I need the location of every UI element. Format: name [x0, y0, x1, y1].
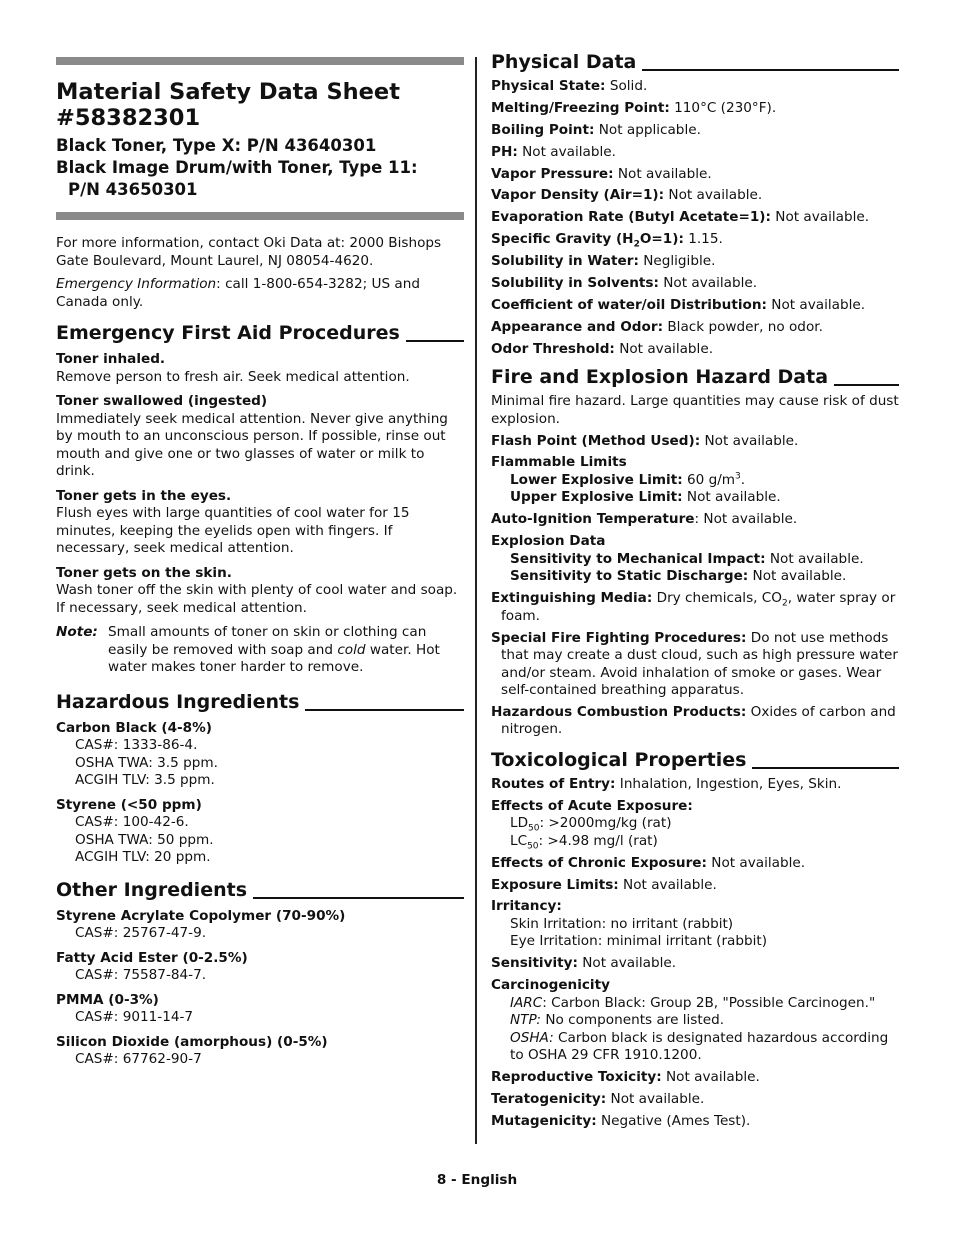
lc-b: : >4.98 mg/l (rat): [538, 832, 658, 849]
hazardous-line: OSHA TWA: 3.5 ppm.: [75, 754, 218, 771]
row-value: Not available.: [700, 432, 799, 449]
page-footer: 8 - English: [436, 1172, 518, 1188]
auto-ignition-row: [491, 511, 899, 529]
note: [56, 624, 464, 677]
row-label: Flash Point (Method Used):: [491, 432, 701, 449]
osha-row: [491, 1030, 899, 1065]
row-value: Not applicable.: [594, 121, 701, 138]
row-value: Not available.: [658, 275, 758, 292]
first-aid-title-swallowed: Toner swallowed (ingested): [56, 393, 268, 409]
row-value: Inhalation, Ingestion, Eyes, Skin.: [615, 775, 842, 792]
row-label: Evaporation Rate (Butyl Acetate=1):: [491, 209, 771, 226]
note-text-em: cold: [337, 641, 366, 658]
iarc-row: [491, 995, 899, 1013]
row-value: Solid.: [605, 78, 648, 94]
heading-rule: [834, 384, 899, 386]
row-label: Sensitivity to Mechanical Impact:: [510, 550, 766, 567]
hazardous-line: ACGIH TLV: 20 ppm.: [75, 849, 211, 865]
physical-heading-text: Physical Data: [491, 51, 637, 73]
fire-heading: [491, 365, 899, 389]
other-line: CAS#: 75587-84-7.: [75, 967, 207, 983]
row-label: Reproductive Toxicity:: [491, 1069, 662, 1086]
sg-b: O=1):: [639, 231, 684, 248]
contact-info: For more information, contact Oki Data at: 2000 Bishops Gate Boulevard, Mount Laurel, NJ 08054-4620.: [56, 235, 442, 269]
row-value: : Carbon Black: Group 2B, "Possible Carcinogen.": [542, 994, 876, 1011]
row-label: Effects of Chronic Exposure:: [491, 854, 707, 871]
row-value: Not available.: [682, 489, 781, 506]
row-label: Hazardous Combustion Products:: [491, 703, 747, 720]
row-value: Not available.: [748, 568, 847, 585]
routes-row: [491, 776, 899, 794]
note-text-a: Small amounts of toner on skin or clothing can easily be removed with soap and: [108, 624, 427, 658]
row-value: 1.15.: [683, 231, 723, 248]
row-label: Mutagenicity:: [491, 1112, 597, 1129]
sg-sub: 2: [633, 239, 640, 250]
lel-end: .: [740, 471, 746, 488]
row-label: Extinguishing Media:: [491, 590, 653, 607]
hazardous-name-1: Carbon Black (4-8%): [56, 719, 212, 736]
row-value: Do not use methods that may create a dust cloud, such as high pressure water and/or steam. Avoid inhalation of smoke or gases. Wear self-contained breathing apparatus.: [501, 629, 898, 699]
specific-gravity-row: [491, 231, 899, 249]
tox-heading: [491, 748, 899, 772]
hazardous-line: CAS#: 100-42-6.: [75, 814, 189, 830]
row-label: IARC: [510, 994, 543, 1011]
hazardous-line: OSHA TWA: 50 ppm.: [75, 831, 214, 848]
row-value: Not available.: [614, 340, 714, 357]
other-line: CAS#: 67762-90-7: [75, 1051, 202, 1067]
ld-sub: 50: [528, 824, 540, 835]
row-value: Not available.: [664, 187, 763, 204]
extinguishing-row: [491, 590, 899, 625]
other-line: CAS#: 25767-47-9.: [75, 925, 207, 941]
lel-row: [491, 472, 899, 490]
lc50-row: [491, 833, 899, 851]
first-aid-heading: [56, 321, 464, 345]
row-label: Coefficient of water/oil Distribution:: [491, 296, 767, 313]
row-value: 110°C (230°F).: [669, 99, 777, 116]
row-value: Oxides of carbon and nitrogen.: [501, 703, 896, 738]
product-1: Black Toner, Type X: P/N 43640301: [56, 136, 377, 155]
physical-row: [491, 166, 899, 184]
row-label: PH:: [491, 143, 518, 160]
ntp-row: [491, 1012, 899, 1030]
document-number: #58382301: [56, 105, 201, 131]
hazardous-line: ACGIH TLV: 3.5 ppm.: [75, 772, 215, 788]
heading-rule: [752, 767, 899, 769]
chronic-row: [491, 855, 899, 873]
row-value: : Not available.: [694, 511, 798, 528]
physical-row: [491, 78, 899, 96]
other-heading-text: Other Ingredients: [56, 878, 248, 901]
bottom-gray-bar: [56, 212, 464, 220]
other-line: CAS#: 9011-14-7: [75, 1009, 194, 1025]
eye-irritation: Eye Irritation: minimal irritant (rabbit): [510, 933, 768, 950]
row-label: Sensitivity:: [491, 955, 578, 972]
ld-a: LD: [510, 815, 529, 832]
first-aid-text-skin: Wash toner off the skin with plenty of cool water and soap. If necessary, seek medical attention.: [56, 582, 458, 616]
lc-sub: 50: [527, 841, 539, 852]
row-label: Routes of Entry:: [491, 775, 616, 792]
row-value: 60 g/m: [682, 471, 736, 488]
row-value: Not available.: [606, 1091, 705, 1108]
skin-irritation: Skin Irritation: no irritant (rabbit): [510, 915, 734, 932]
other-name-4: Silicon Dioxide (amorphous) (0-5%): [56, 1033, 328, 1050]
physical-row: [491, 100, 899, 118]
uel-row: [491, 489, 899, 507]
hazardous-heading-text: Hazardous Ingredients: [56, 690, 300, 713]
row-label: Appearance and Odor:: [491, 318, 664, 335]
flash-point-row: [491, 433, 899, 451]
other-name-2: Fatty Acid Ester (0-2.5%): [56, 949, 248, 966]
row-label: Odor Threshold:: [491, 340, 615, 357]
heading-rule: [406, 340, 464, 342]
row-label: Exposure Limits:: [491, 876, 619, 893]
first-aid-title-skin: Toner gets on the skin.: [56, 564, 232, 581]
row-label: Teratogenicity:: [491, 1091, 607, 1108]
row-label: Special Fire Fighting Procedures:: [491, 629, 747, 646]
physical-row: [491, 275, 899, 293]
note-text-b: water. Hot water makes toner harder to remove.: [108, 641, 440, 675]
left-column: [56, 57, 464, 1069]
physical-row: [491, 187, 899, 205]
reproductive-row: [491, 1069, 899, 1087]
sensitivity-row: [491, 955, 899, 973]
column-divider: [475, 57, 477, 1144]
row-label: Vapor Pressure:: [491, 165, 614, 182]
first-aid-title-eyes: Toner gets in the eyes.: [56, 487, 232, 504]
emergency-text: : call 1-800-654-3282; US and Canada only.: [56, 276, 420, 310]
flammable-limits-heading: Flammable Limits: [491, 454, 627, 471]
row-label: Solubility in Solvents:: [491, 275, 659, 292]
mutagenicity-row: [491, 1113, 899, 1131]
heading-rule: [253, 897, 464, 899]
tox-heading-text: Toxicological Properties: [491, 748, 747, 771]
document-title: Material Safety Data Sheet: [56, 79, 400, 105]
physical-row: [491, 122, 899, 140]
row-value: Not available.: [661, 1069, 760, 1086]
ld50-row: [491, 815, 899, 833]
row-label: Physical State:: [491, 78, 606, 94]
physical-heading: [491, 50, 899, 74]
ext-a: Dry chemicals, CO: [652, 590, 782, 607]
product-2b: P/N 43650301: [68, 180, 198, 199]
ld-b: : >2000mg/kg (rat): [539, 815, 672, 832]
combustion-products-row: [491, 704, 899, 739]
hazardous-line: CAS#: 1333-86-4.: [75, 737, 198, 753]
acute-heading: Effects of Acute Exposure:: [491, 797, 693, 814]
row-value: Not available.: [577, 955, 677, 972]
product-2a: Black Image Drum/with Toner, Type 11:: [56, 158, 418, 177]
physical-row: [491, 319, 899, 337]
first-aid-title-inhaled: Toner inhaled.: [56, 351, 166, 367]
hazardous-heading: [56, 690, 464, 714]
emergency-label: Emergency Information: [56, 276, 217, 292]
heading-rule: [642, 69, 899, 71]
first-aid-text-eyes: Flush eyes with large quantities of cool water for 15 minutes, keeping the eyelids open with fingers. If necessary, seek medical attention.: [56, 505, 410, 556]
row-label: Upper Explosive Limit:: [510, 489, 683, 506]
row-label: NTP:: [510, 1012, 542, 1029]
row-label: Auto-Ignition Temperature: [491, 511, 695, 528]
emergency-info: [56, 276, 464, 311]
other-name-1: Styrene Acrylate Copolymer (70-90%): [56, 907, 346, 924]
ext-sub: 2: [782, 598, 788, 609]
physical-row: [491, 144, 899, 162]
fire-intro: Minimal fire hazard. Large quantities may cause risk of dust explosion.: [491, 393, 899, 427]
physical-row: [491, 297, 899, 315]
heading-rule: [305, 709, 464, 711]
row-label: Sensitivity to Static Discharge:: [510, 568, 749, 585]
teratogenicity-row: [491, 1091, 899, 1109]
row-label: Vapor Density (Air=1):: [491, 187, 665, 204]
first-aid-heading-text: Emergency First Aid Procedures: [56, 322, 400, 344]
top-gray-bar: [56, 57, 464, 65]
hazardous-name-2: Styrene (<50 ppm): [56, 796, 202, 813]
row-label: Melting/Freezing Point:: [491, 99, 670, 116]
row-value: Black powder, no odor.: [663, 318, 823, 335]
row-value: Not available.: [613, 165, 712, 182]
note-text: [108, 624, 464, 677]
row-label: [491, 231, 684, 250]
row-value: No components are listed.: [541, 1012, 725, 1029]
first-aid-text-inhaled: Remove person to fresh air. Seek medical attention.: [56, 368, 410, 385]
row-value: Carbon black is designated hazardous according to OSHA 29 CFR 1910.1200.: [510, 1029, 889, 1064]
irritancy-heading: Irritancy:: [491, 898, 562, 915]
row-value: Not available.: [765, 550, 864, 567]
other-name-3: PMMA (0-3%): [56, 991, 159, 1008]
physical-row: [491, 341, 899, 359]
row-value: Negative (Ames Test).: [596, 1112, 751, 1129]
first-aid-text-swallowed: Immediately seek medical attention. Never give anything by mouth to an unconscious person. If possible, rinse out mouth and give one or two glasses of water or milk to drink.: [56, 410, 448, 479]
ext-b: , water spray or foam.: [501, 590, 896, 624]
row-label: Lower Explosive Limit:: [510, 471, 683, 488]
mech-impact-row: [491, 551, 899, 569]
row-label: Boiling Point:: [491, 121, 595, 138]
right-column: [491, 50, 899, 1130]
row-label: OSHA:: [510, 1029, 554, 1046]
special-procedures-row: [491, 630, 899, 700]
row-value: Not available.: [706, 854, 806, 871]
other-heading: [56, 878, 464, 902]
row-value: Not available.: [770, 209, 870, 226]
note-label: Note:: [56, 624, 98, 640]
row-label: Solubility in Water:: [491, 253, 639, 270]
sg-a: Specific Gravity (H: [491, 231, 634, 248]
lel-sup: 3: [735, 471, 741, 482]
static-discharge-row: [491, 568, 899, 586]
row-value: Not available.: [517, 143, 616, 160]
explosion-data-heading: Explosion Data: [491, 533, 606, 550]
fire-heading-text: Fire and Explosion Hazard Data: [491, 366, 829, 389]
row-value: Not available.: [618, 876, 717, 893]
row-value: Not available.: [766, 296, 866, 313]
exposure-row: [491, 877, 899, 895]
physical-row: [491, 209, 899, 227]
carcinogenicity-heading: Carcinogenicity: [491, 977, 610, 994]
lc-a: LC: [510, 832, 528, 849]
row-value: Negligible.: [638, 253, 716, 270]
physical-row: [491, 253, 899, 271]
